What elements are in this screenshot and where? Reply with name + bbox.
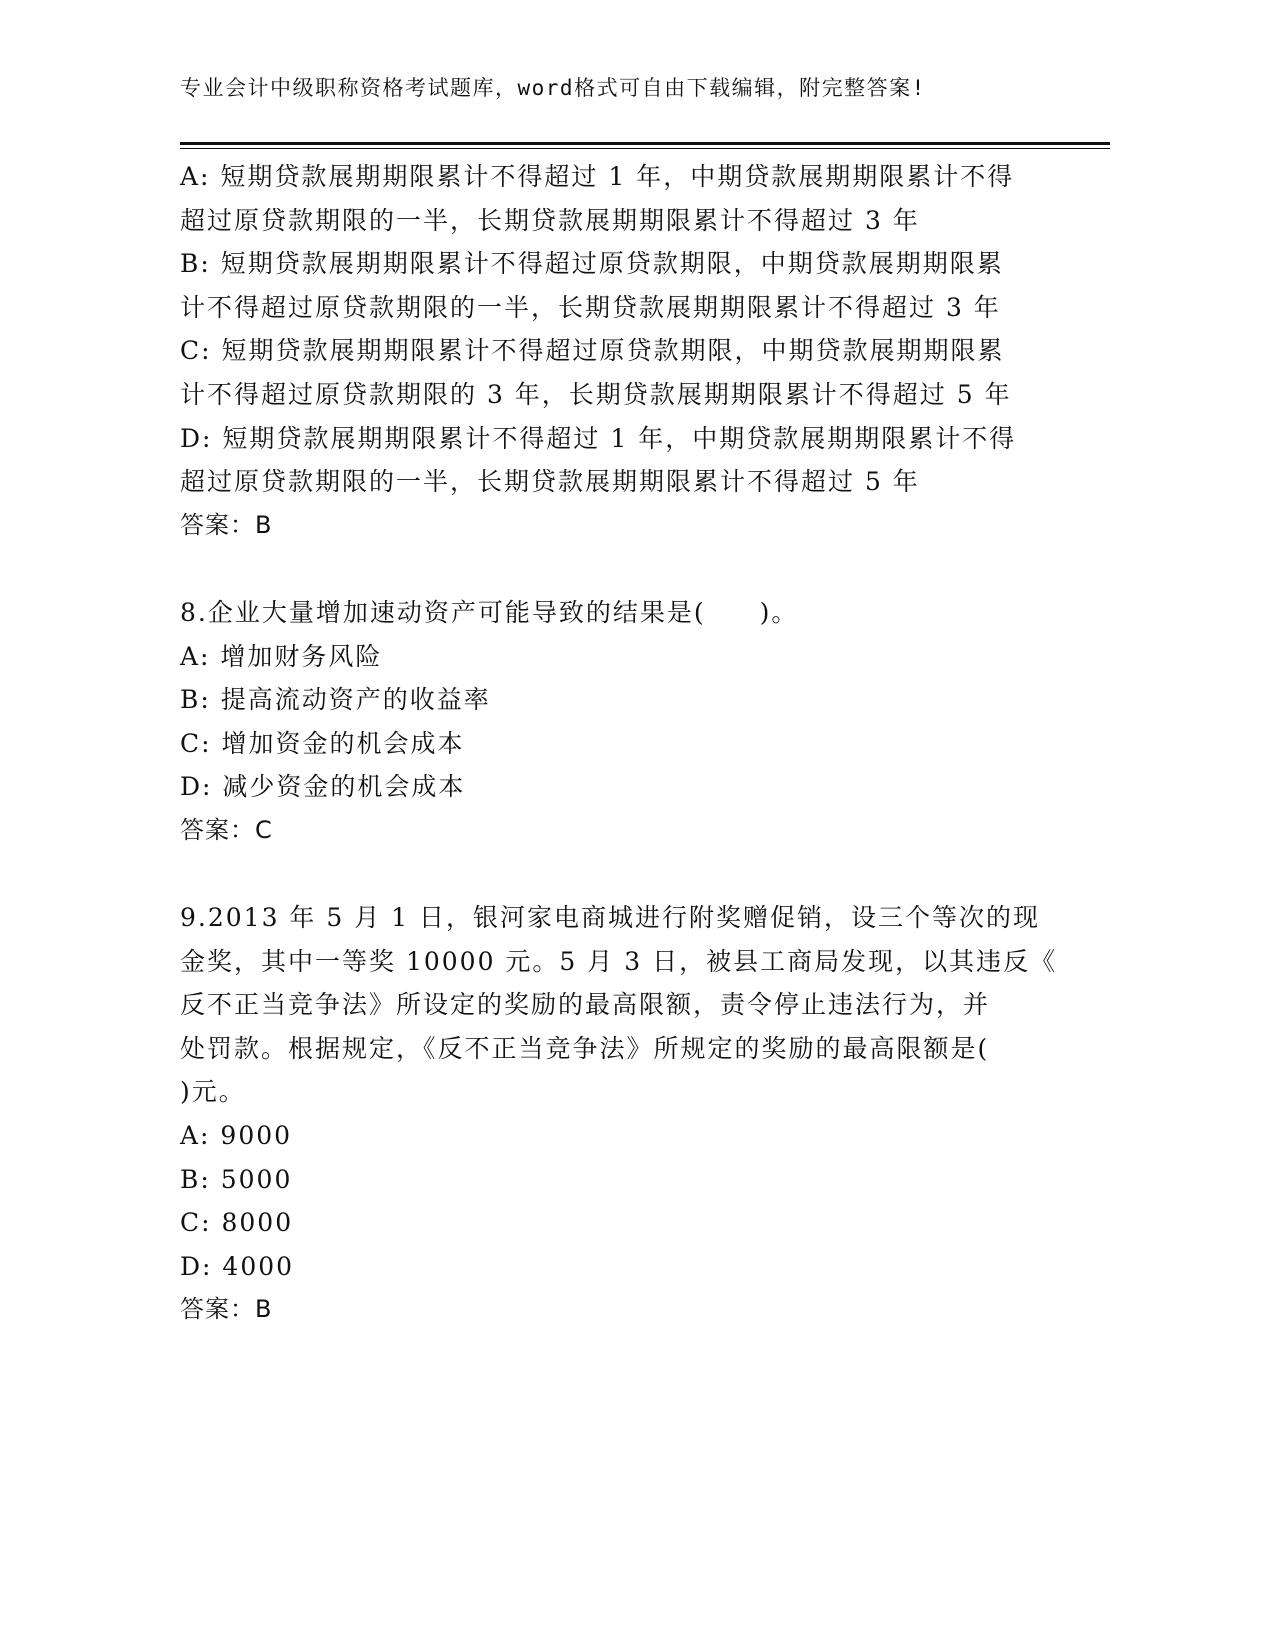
option-b	[180, 242, 1060, 329]
spacer	[180, 853, 1060, 897]
option-c: C: 8000	[180, 1208, 294, 1238]
option-line: 超过原贷款期限的一半，长期贷款展期期限累计不得超过 3 年	[180, 205, 920, 235]
question-stem: 9.2013 年 5 月 1 日，银河家电商城进行附奖赠促销，设三个等次的现	[180, 903, 1041, 933]
option-line: A: 短期贷款展期期限累计不得超过 1 年，中期贷款展期期限累计不得	[180, 162, 1015, 191]
question-block	[180, 896, 1060, 1332]
option-c	[180, 329, 1060, 416]
question-stem: )元。	[180, 1077, 246, 1107]
question-block	[180, 155, 1060, 547]
option-a	[180, 155, 1060, 242]
option-line: C: 短期贷款展期期限累计不得超过原贷款期限，中期贷款展期期限累	[180, 336, 1005, 366]
question-stem: 金奖，其中一等奖 10000 元。5 月 3 日，被县工商局发现，以其违反《	[180, 946, 1058, 976]
answer-line: 答案：C	[180, 815, 273, 844]
question-stem: 8.企业大量增加速动资产可能导致的结果是( )。	[180, 597, 799, 627]
spacer	[180, 547, 1060, 591]
header-rule-thin	[180, 148, 1110, 149]
option-line: D: 短期贷款展期期限累计不得超过 1 年，中期贷款展期期限累计不得	[180, 423, 1017, 453]
option-line: 计不得超过原贷款期限的一半，长期贷款展期期限累计不得超过 3 年	[180, 292, 1001, 322]
option-line: 计不得超过原贷款期限的 3 年，长期贷款展期期限累计不得超过 5 年	[180, 379, 1012, 409]
option-c: C: 增加资金的机会成本	[180, 728, 465, 758]
option-d	[180, 417, 1060, 504]
option-line: 超过原贷款期限的一半，长期贷款展期期限累计不得超过 5 年	[180, 467, 920, 497]
page-header: 专业会计中级职称资格考试题库，word格式可自由下载编辑，附完整答案!	[180, 76, 926, 100]
option-a: A: 9000	[180, 1121, 293, 1151]
question-stem: 处罚款。根据规定，《反不正当竞争法》所规定的奖励的最高限额是(	[180, 1033, 990, 1063]
question-block	[180, 591, 1060, 853]
option-d: D: 减少资金的机会成本	[180, 772, 466, 802]
option-b: B: 提高流动资产的收益率	[180, 685, 491, 715]
option-b: B: 5000	[180, 1164, 293, 1194]
answer-line: 答案：B	[180, 510, 273, 539]
option-d: D: 4000	[180, 1251, 295, 1281]
header-rule-thick	[180, 142, 1110, 145]
question-list	[180, 155, 1060, 1332]
option-a: A: 增加财务风险	[180, 641, 383, 671]
option-line: B: 短期贷款展期期限累计不得超过原贷款期限，中期贷款展期期限累	[180, 249, 1004, 279]
question-stem: 反不正当竞争法》所设定的奖励的最高限额，责令停止违法行为，并	[180, 990, 991, 1020]
answer-line: 答案：B	[180, 1295, 273, 1324]
